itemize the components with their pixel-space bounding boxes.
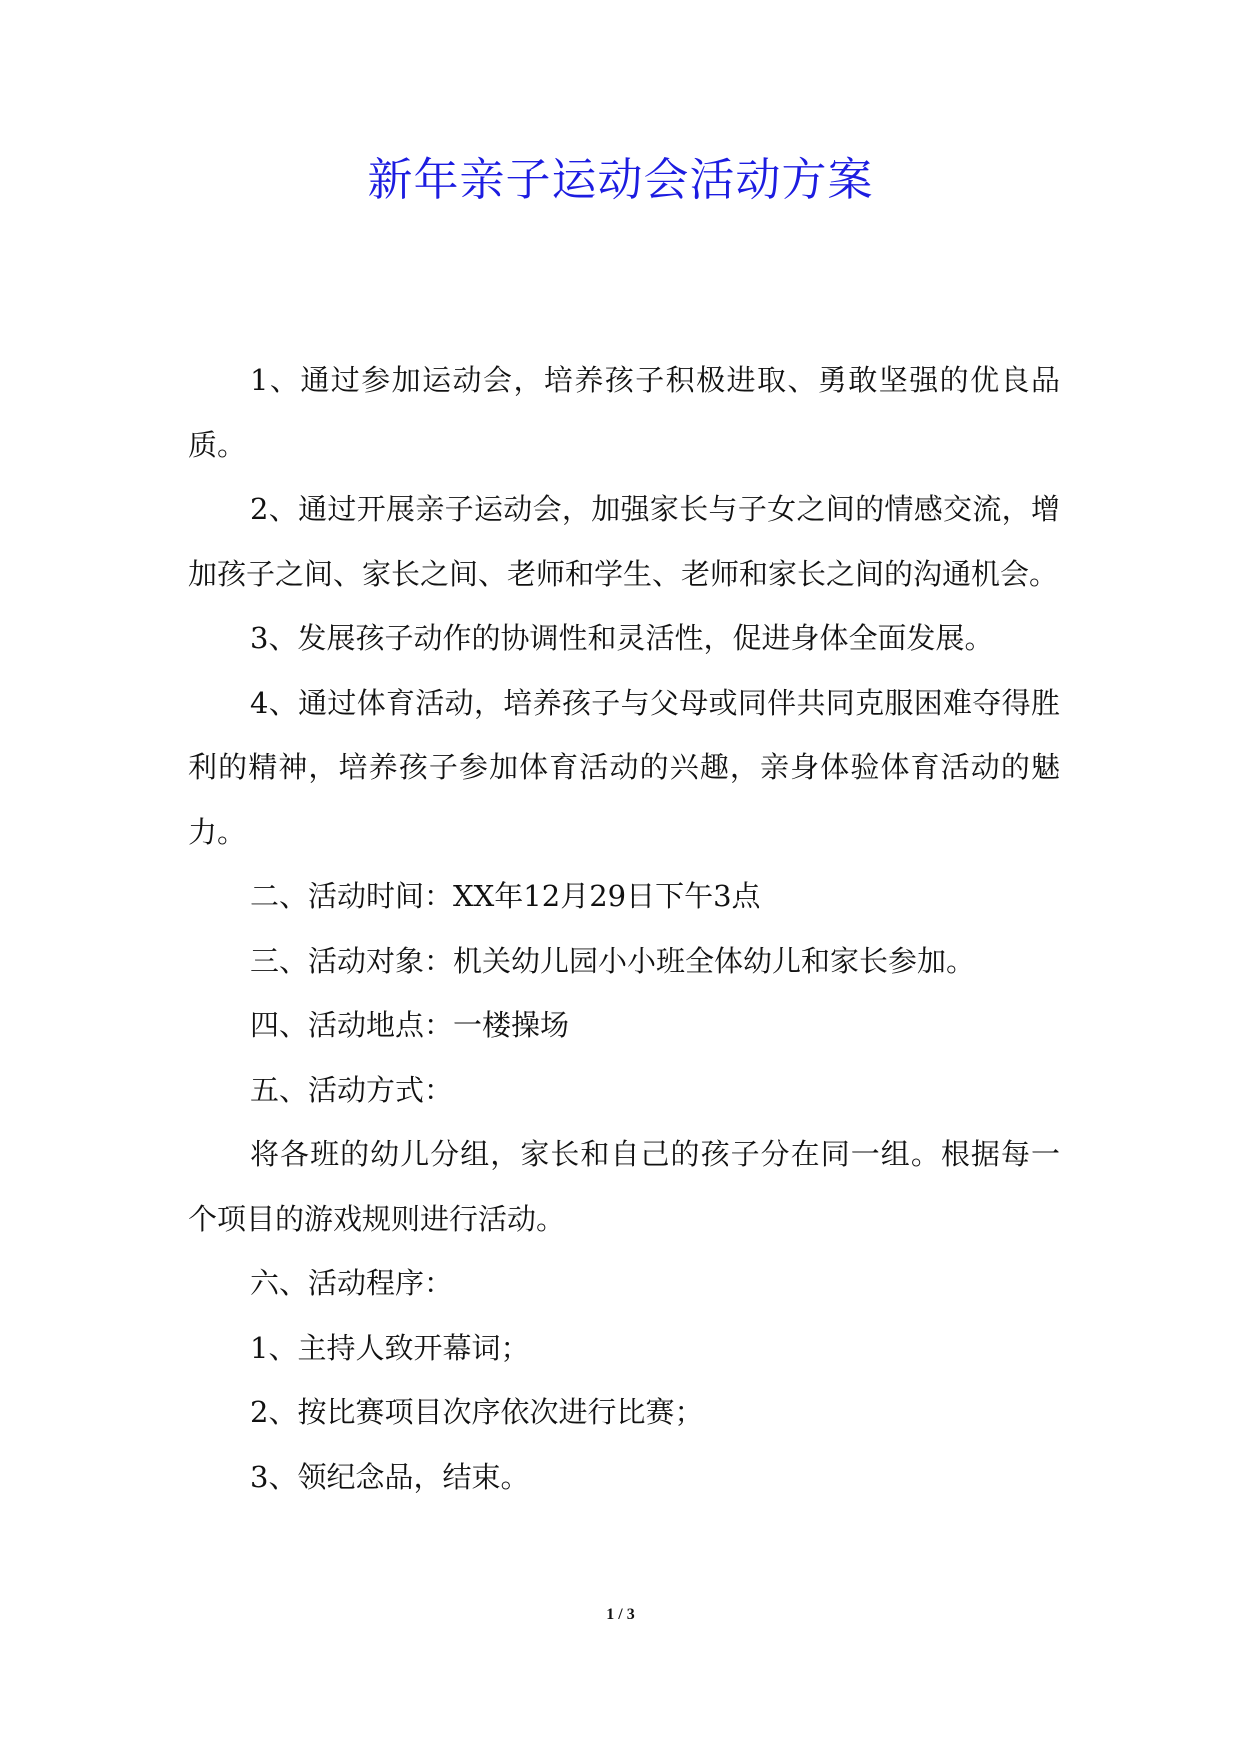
paragraph-goal-4: 4、通过体育活动，培养孩子与父母或同伴共同克服困难夺得胜利的精神，培养孩子参加体育活动的兴趣，亲身体验体育活动的魅力。 — [188, 685, 1060, 849]
paragraph-goal-3: 3、发展孩子动作的协调性和灵活性，促进身体全面发展。 — [250, 621, 994, 655]
paragraph-procedure-step-1: 1、主持人致开幕词； — [250, 1330, 530, 1365]
paragraph-goal-1: 1、通过参加运动会，培养孩子积极进取、勇敢坚强的优良品质。 — [188, 363, 1060, 462]
paragraph-goal-2: 2、通过开展亲子运动会，加强家长与子女之间的情感交流，增加孩子之间、家长之间、老师和学生、老师和家长之间的沟通机会。 — [188, 492, 1060, 591]
paragraph-activity-method: 将各班的幼儿分组，家长和自己的孩子分在同一组。根据每一个项目的游戏规则进行活动。 — [188, 1137, 1060, 1236]
paragraph-procedure-step-2: 2、按比赛项目次序依次进行比赛； — [250, 1395, 704, 1429]
paragraph-activity-participants: 三、活动对象：机关幼儿园小小班全体幼儿和家长参加。 — [250, 943, 976, 978]
paragraph-activity-location: 四、活动地点：一楼操场 — [250, 1008, 570, 1042]
document-title: 新年亲子运动会活动方案 — [367, 153, 874, 206]
paragraph-activity-time: 二、活动时间：XX年12月29日下午3点 — [250, 879, 761, 913]
paragraph-activity-method-heading: 五、活动方式： — [250, 1072, 454, 1107]
paragraph-procedure-step-3: 3、领纪念品，结束。 — [250, 1459, 530, 1494]
page-indicator: 1 / 3 — [606, 1606, 635, 1623]
document-body — [188, 348, 1060, 1509]
paragraph-activity-procedure-heading: 六、活动程序： — [250, 1266, 454, 1300]
